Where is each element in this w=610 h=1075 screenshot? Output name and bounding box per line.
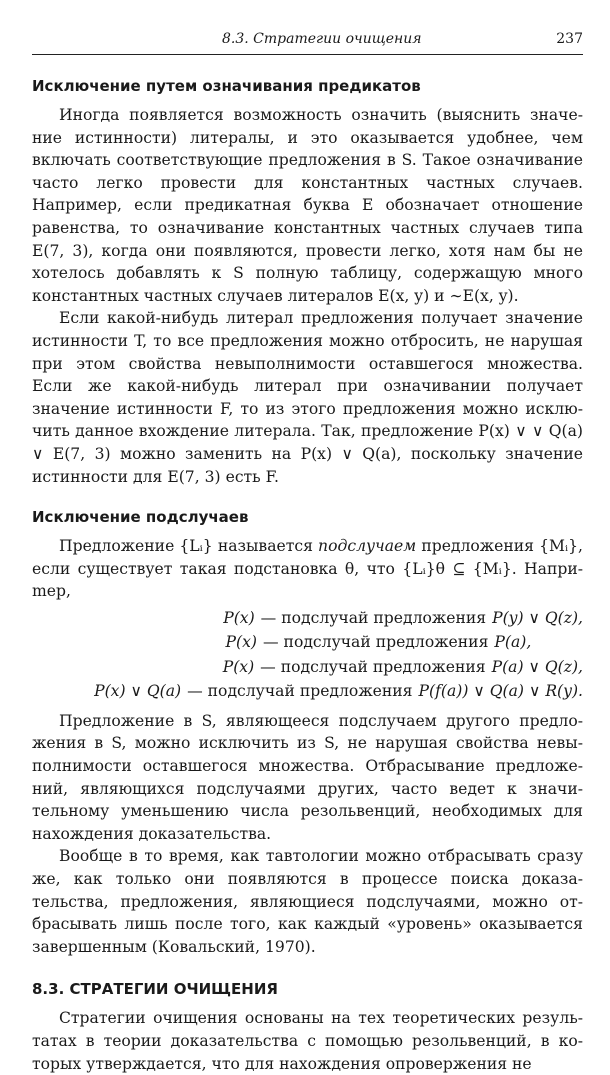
formula-right: P(a) ∨ Q(z),	[491, 657, 583, 676]
formula-left: P(x)	[222, 657, 255, 676]
formula-row	[32, 630, 583, 655]
page-number: 237	[556, 31, 583, 47]
paragraph: Стратегии очищения основаны на тех теоретических результатах в теории доказательства с помощью резольвенций, в которых утверждается, что для нахождения опровержения не	[32, 1009, 583, 1073]
paragraph: Вообще в то время, как тавтологии можно отбрасывать сразу же, как только они появляются в процессе поиска доказательства, предложения, являющиеся подслучаями, можно отбрасывать лишь после того, как каждый «уровень» оказывается завершенным (Ковальский, 1970).	[32, 847, 583, 956]
formula-row	[32, 679, 583, 704]
running-header	[32, 28, 583, 55]
paragraph-subsumption-definition	[32, 535, 583, 603]
text-run: Предложение {Lᵢ} называется	[59, 537, 319, 556]
formula-right: P(a),	[494, 633, 532, 652]
formula-middle: — подслучай предложения	[263, 633, 489, 652]
paragraph: Иногда появляется возможность означить (выяснить значение истинности) литералы, и это оказывается удобнее, чем включать соответствующие предложения в S. Такое означивание часто легко провести для константных частных случаев. Например, если предикатная буква E обозначает отношение равенства, то означивание константных частных случаев типа E(7, 3), когда они появляются, провести легко, хотя нам бы не хотелось добавлять к S полную таблицу, содержащую много константных частных случаев литералов E(x, y) и ∼E(x, y).	[32, 106, 583, 305]
section-heading-predicate-evaluation: Исключение путем означивания предикатов	[32, 77, 421, 95]
formula-row	[32, 655, 583, 680]
paragraph: Если какой-нибудь литерал предложения получает значение истинности T, то все предложения можно отбросить, не нарушая при этом свойства невыполнимости оставшегося множества. Если же какой-нибудь литерал при означивании получает значение истинности F, то из этого предложения можно исключить данное вхождение литерала. Так, предложение P(x) ∨ ∨ Q(a) ∨ E(7, 3) можно заменить на P(x) ∨ Q(a), поскольку значение истинности для E(7, 3) есть F.	[32, 309, 583, 486]
formula-left: P(x)	[225, 633, 257, 652]
text-run: предложения {Mᵢ}, если существует такая подстановка θ, что {Lᵢ}θ ⊆ {Mᵢ}. Наприmер,	[32, 537, 584, 601]
paragraph: Предложение в S, являющееся подслучаем другого предложения в S, можно исключить из S, не нарушая свойства невыполнимости оставшегося множества. Отбрасывание предложений, являющихся подслучаями других, часто ведет к значительному уменьшению числа резольвенций, необходимых для нахождения доказательства.	[32, 711, 583, 843]
formula-right: P(f(a)) ∨ Q(a) ∨ R(y).	[418, 682, 583, 701]
section-heading-subsumption: Исключение подслучаев	[32, 508, 249, 527]
formula-middle: — подслучай предложения	[187, 682, 413, 701]
book-page	[32, 28, 583, 1075]
formula-row	[32, 606, 583, 631]
formula-left: P(x) ∨ Q(a)	[94, 682, 182, 701]
example-formulas	[32, 606, 583, 704]
formula-left: P(x)	[223, 608, 255, 627]
section-heading-refinement-strategies: 8.3. СТРАТЕГИИ ОЧИЩЕНИЯ	[32, 980, 278, 999]
running-title: 8.3. Стратегии очищения	[222, 31, 422, 47]
formula-right: P(y) ∨ Q(z),	[492, 608, 583, 627]
formula-middle: — подслучай предложения	[260, 657, 486, 676]
defined-term: подслучаем	[318, 537, 417, 556]
formula-middle: — подслучай предложения	[260, 608, 487, 627]
